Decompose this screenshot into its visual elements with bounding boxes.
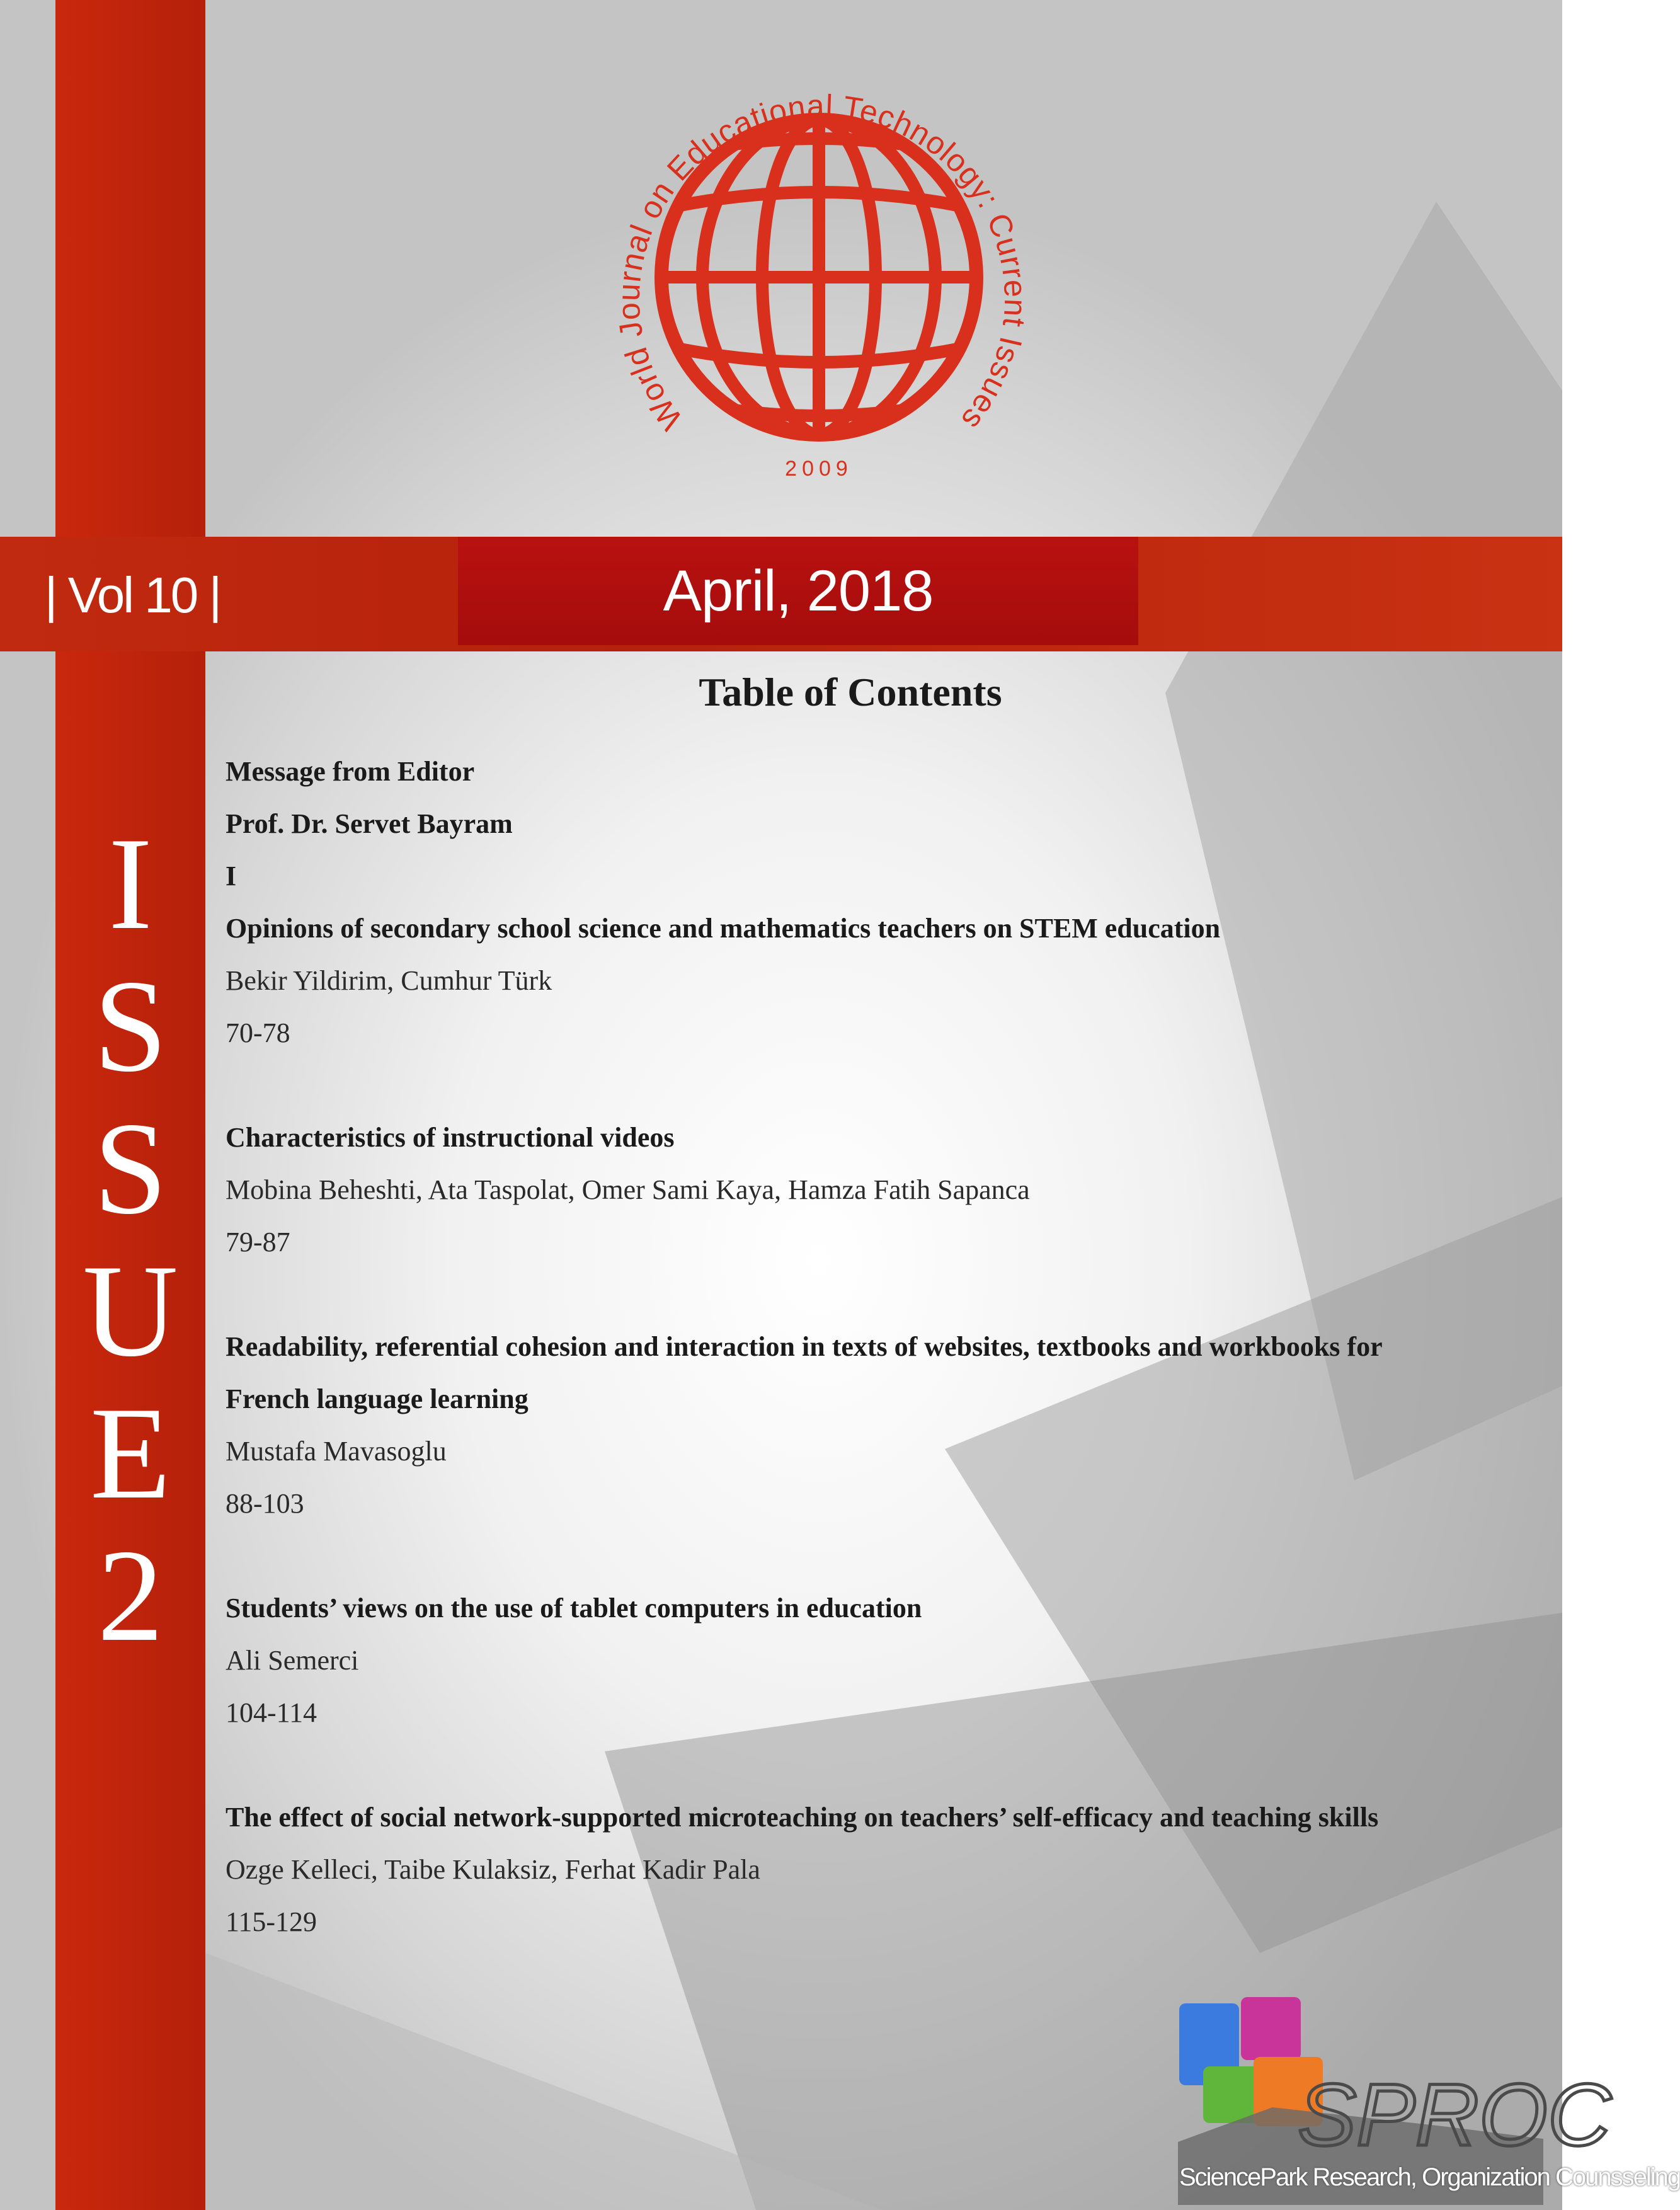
- article-pages: 70-78: [226, 1017, 290, 1048]
- publisher-caption: SciencePark Research, Organization Counsseling: [1179, 2163, 1680, 2191]
- article-pages: 115-129: [226, 1906, 317, 1937]
- article-pages: 104-114: [226, 1697, 317, 1728]
- article-title[interactable]: Characteristics of instructional videos: [226, 1122, 675, 1153]
- article-title[interactable]: Opinions of secondary school science and mathematics teachers on STEM education: [226, 913, 1221, 944]
- issue-number: 2: [97, 1523, 164, 1669]
- article-authors: Prof. Dr. Servet Bayram: [226, 808, 513, 839]
- article-authors: Bekir Yildirim, Cumhur Türk: [226, 965, 552, 996]
- article-title[interactable]: Students’ views on the use of tablet computers in education: [226, 1593, 922, 1623]
- issue-letter: E: [89, 1380, 171, 1526]
- article-authors: Ozge Kelleci, Taibe Kulaksiz, Ferhat Kadir Pala: [226, 1854, 760, 1885]
- issue-letter: I: [108, 811, 152, 957]
- issue-number-vertical: [55, 813, 205, 1667]
- journal-globe-logo: [592, 50, 1046, 504]
- article-title[interactable]: Readability, referential cohesion and interaction in texts of websites, textbooks and workbooks for: [226, 1331, 1383, 1362]
- article-pages: 79-87: [226, 1227, 290, 1257]
- toc-entry: [226, 1320, 1536, 1530]
- article-authors: Mobina Beheshti, Ata Taspolat, Omer Sami Kaya, Hamza Fatih Sapanca: [226, 1174, 1030, 1205]
- toc-entry: [226, 1582, 1536, 1739]
- toc-entry: [226, 745, 1536, 902]
- toc-entry: [226, 1791, 1536, 1948]
- sproc-wordmark: SPROC: [1298, 2065, 1611, 2164]
- article-pages: 88-103: [226, 1488, 304, 1519]
- logo-journal-name: World Journal on Educational Technology: Current Issues: [610, 88, 1034, 437]
- table-of-contents: [226, 745, 1536, 1948]
- issue-date: April, 2018: [663, 558, 934, 623]
- issue-letter: S: [93, 953, 168, 1099]
- issue-letter: U: [83, 1238, 178, 1384]
- article-pages: I: [226, 861, 237, 891]
- article-authors: Ali Semerci: [226, 1645, 359, 1676]
- issue-date-box: [458, 537, 1138, 645]
- toc-entry: [226, 1111, 1536, 1268]
- article-title-continued[interactable]: French language learning: [226, 1383, 529, 1414]
- toc-entry: [226, 902, 1536, 1059]
- issue-letter: S: [93, 1096, 168, 1242]
- article-title[interactable]: Message from Editor: [226, 756, 475, 787]
- logo-year: 2009: [785, 457, 853, 481]
- article-authors: Mustafa Mavasoglu: [226, 1436, 447, 1467]
- toc-title: Table of Contents: [699, 670, 1002, 714]
- volume-label: | Vol 10 |: [44, 567, 220, 623]
- article-title[interactable]: The effect of social network-supported microteaching on teachers’ self-efficacy and teaching skills: [226, 1802, 1379, 1833]
